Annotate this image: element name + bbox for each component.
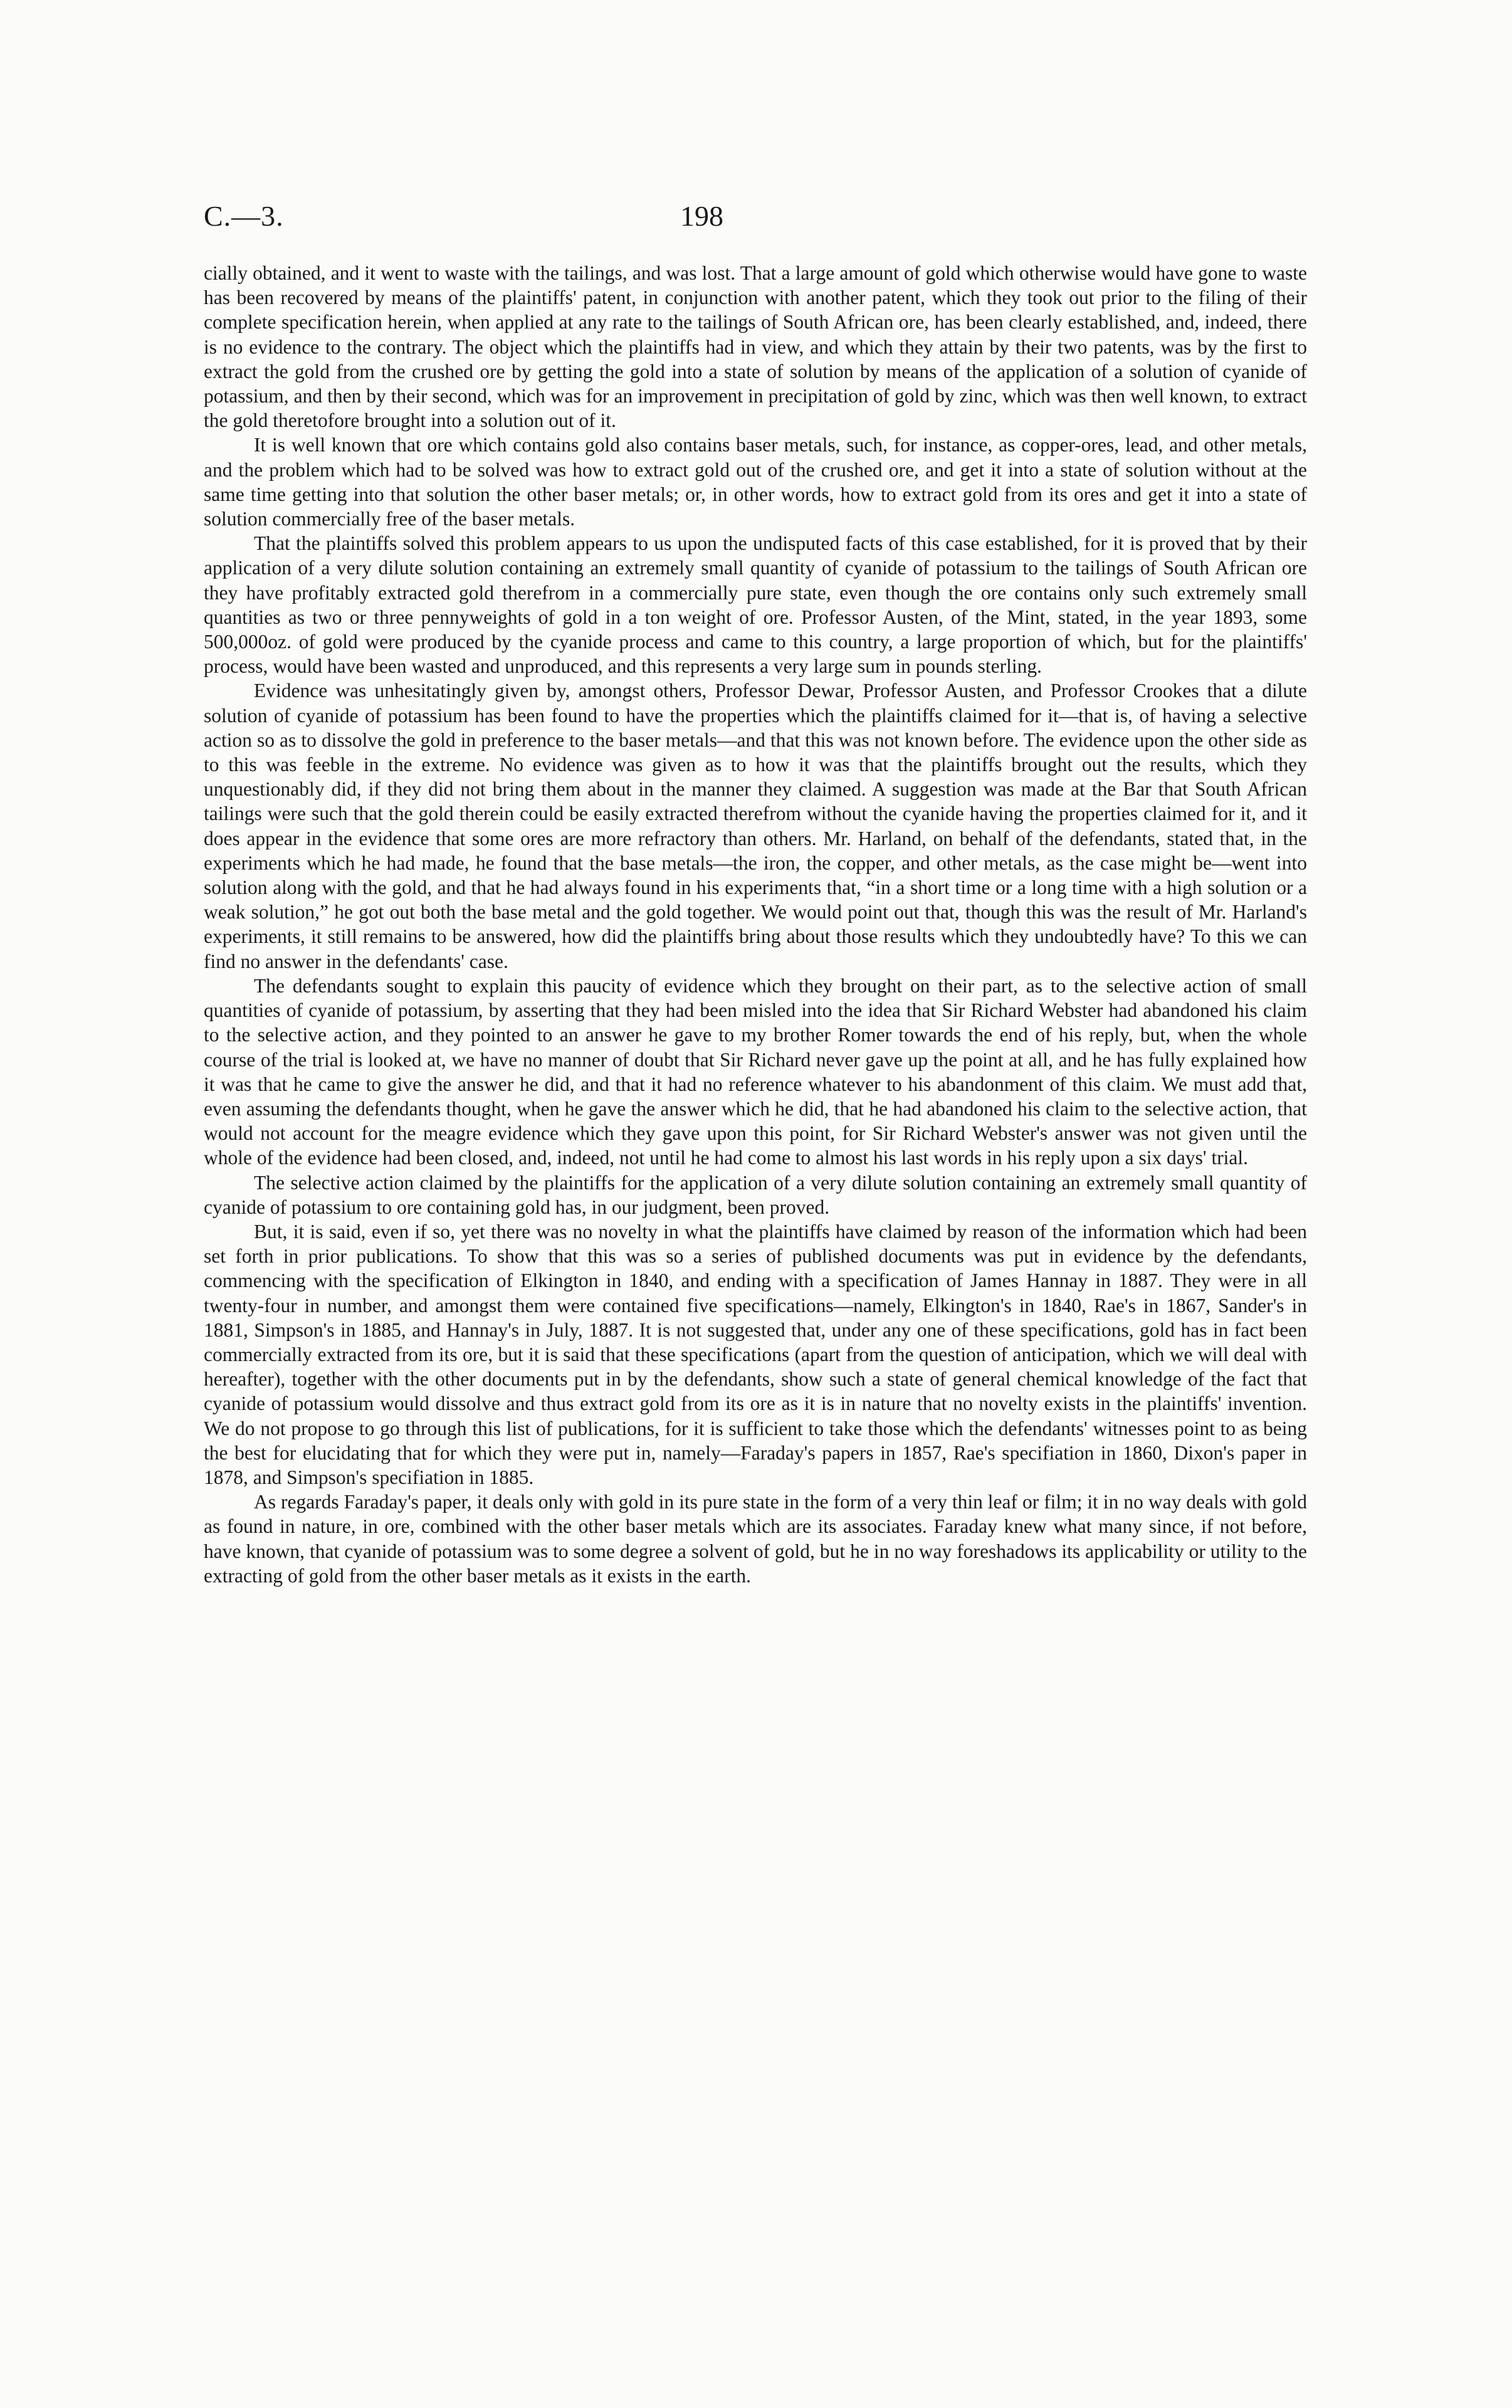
paragraph-5: The defendants sought to explain this paucity of evidence which they brought on their part, as to the selective action of small quantities of cyanide of potassium, by asserting that they had been misled into the idea that Sir Richard Webster had abandoned his claim to the selective action, and they pointed to an answer he gave to my brother Romer towards the end of his reply, but, when the whole course of the trial is looked at, we have no manner of doubt that Sir Richard never gave up the point at all, and he has fully explained how it was that he came to give the answer he did, and that it had no reference whatever to his abandonment of this claim. We must add that, even assuming the defendants thought, when he gave the answer which he did, that he had abandoned his claim to the selective action, that would not account for the meagre evidence which they gave upon this point, for Sir Richard Webster's answer was not given until the whole of the evidence had been closed, and, indeed, not until he had come to almost his last words in his reply upon a six days' trial. xyxy=(204,974,1307,1169)
paragraph-8: As regards Faraday's paper, it deals only with gold in its pure state in the form of a very thin leaf or film; it in no way deals with gold as found in nature, in ore, combined with the other baser metals which are its associates. Faraday knew what many since, if not before, have known, that cyanide of potassium was to some degree a solvent of gold, but he in no way foreshadows its applicability or utility to the extracting of gold from the other baser metals as it exists in the earth. xyxy=(204,1491,1307,1587)
document-reference: C.—3. xyxy=(204,200,284,232)
paragraph-6: The selective action claimed by the plaintiffs for the application of a very dilute solution containing an extremely small quantity of cyanide of potassium to ore containing gold has, in our judgment, been proved. xyxy=(204,1171,1307,1218)
paragraph-3: That the plaintiffs solved this problem appears to us upon the undisputed facts of this case established, for it is proved that by their application of a very dilute solution containing an extremely small quantity of cyanide of potassium to the tailings of South African ore they have profitably extracted gold therefrom in a commercially pure state, even though the ore contains only such extremely small quantities as two or three pennyweights of gold in a ton weight of ore. Professor Austen, of the Mint, stated, in the year 1893, some 500,000oz. of gold were produced by the cyanide process and came to this country, a large proportion of which, but for the plaintiffs' process, would have been wasted and unproduced, and this represents a very large sum in pounds sterling. xyxy=(204,532,1307,678)
body-text xyxy=(204,261,1307,1588)
paragraph-2: It is well known that ore which contains gold also contains baser metals, such, for instance, as copper-ores, lead, and other metals, and the problem which had to be solved was how to extract gold out of the crushed ore, and get it into a state of solution without at the same time getting into that solution the other baser metals; or, in other words, how to extract gold from its ores and get it into a state of solution commercially free of the baser metals. xyxy=(204,434,1307,530)
page-header xyxy=(204,199,1307,250)
paragraph-1: cially obtained, and it went to waste with the tailings, and was lost. That a large amount of gold which otherwise would have gone to waste has been recovered by means of the plaintiffs' patent, in conjunction with another patent, which they took out prior to the filing of their complete specification herein, when applied at any rate to the tailings of South African ore, has been clearly established, and, indeed, there is no evidence to the contrary. The object which the plaintiffs had in view, and which they attain by their two patents, was by the first to extract the gold from the crushed ore by getting the gold into a state of solution by means of the application of a solution of cyanide of potassium, and then by their second, which was for an improvement in precipitation of gold by zinc, which was then well known, to extract the gold theretofore brought into a solution out of it. xyxy=(204,262,1307,432)
paragraph-4: Evidence was unhesitatingly given by, amongst others, Professor Dewar, Professor Austen, and Professor Crookes that a dilute solution of cyanide of potassium has been found to have the properties which the plaintiffs claimed for it—that is, of having a selective action so as to dissolve the gold in preference to the baser metals—and that this was not known before. The evidence upon the other side as to this was feeble in the extreme. No evidence was given as to how it was that the plaintiffs brought out the results, which they unquestionably did, if they did not bring them about in the manner they claimed. A suggestion was made at the Bar that South African tailings were such that the gold therein could be easily extracted therefrom without the cyanide having the properties claimed for it, and it does appear in the evidence that some ores are more refractory than others. Mr. Harland, on behalf of the defendants, stated that, in the experiments which he had made, he found that the base metals—the iron, the copper, and other metals, as the case might be—went into solution along with the gold, and that he had always found in his experiments that, “in a short time or a long time with a high solution or a weak solution,” he got out both the base metal and the gold together. We would point out that, though this was the result of Mr. Harland's experiments, it still remains to be answered, how did the plaintiffs bring about those results which they undoubtedly have? To this we can find no answer in the defendants' case. xyxy=(204,680,1307,972)
page-number: 198 xyxy=(680,200,723,232)
paragraph-7: But, it is said, even if so, yet there was no novelty in what the plaintiffs have claimed by reason of the information which had been set forth in prior publications. To show that this was so a series of published documents was put in evidence by the defendants, commencing with the specification of Elkington in 1840, and ending with a specification of James Hannay in 1887. They were in all twenty-four in number, and amongst them were contained five specifications—namely, Elkington's in 1840, Rae's in 1867, Sander's in 1881, Simpson's in 1885, and Hannay's in July, 1887. It is not suggested that, under any one of these specifications, gold has in fact been commercially extracted from its ore, but it is said that these specifications (apart from the question of anticipation, which we will deal with hereafter), together with the other documents put in by the defendants, show such a state of general chemical knowledge of the fact that cyanide of potassium would dissolve and thus extract gold from its ore as it is in nature that no novelty exists in the plaintiffs' invention. We do not propose to go through this list of publications, for it is sufficient to take those which the defendants' witnesses point to as being the best for elucidating that for which they were put in, namely—Faraday's papers in 1857, Rae's specifiation in 1860, Dixon's paper in 1878, and Simpson's specifiation in 1885. xyxy=(204,1220,1307,1488)
